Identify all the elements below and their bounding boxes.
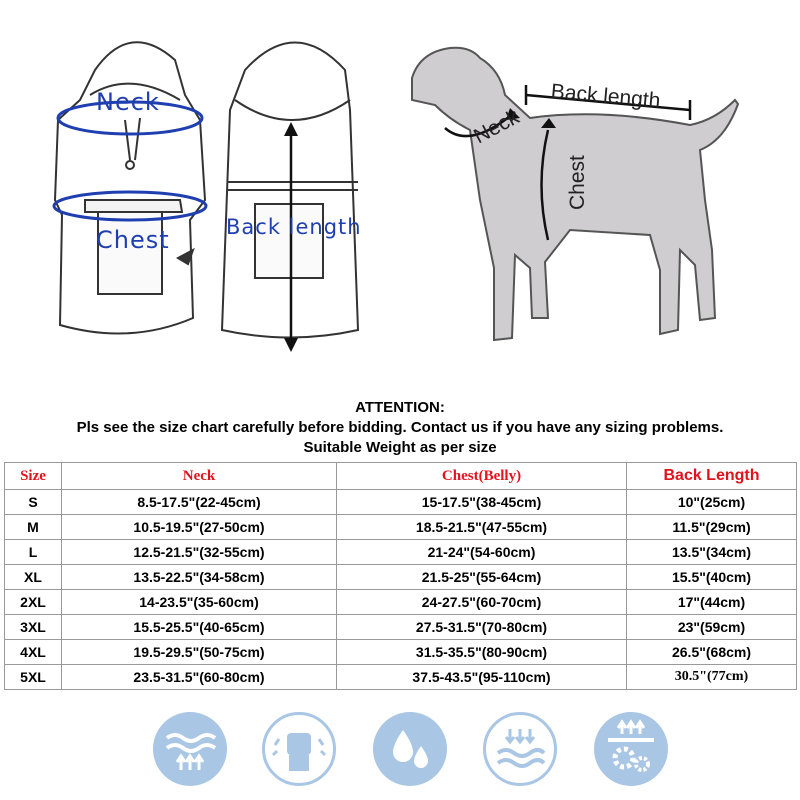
header-back-length: Back Length — [627, 463, 797, 490]
header-chest: Chest(Belly) — [337, 463, 627, 490]
size-cell: 3XL — [5, 615, 62, 640]
dog-back-length-label: Back length — [549, 80, 662, 113]
chest-cell: 15-17.5"(38-45cm) — [337, 490, 627, 515]
attention-line-1: Pls see the size chart carefully before bidding. Contact us if you have any sizing problems. — [76, 419, 724, 436]
coat-and-dog-illustration — [0, 0, 800, 390]
table-row — [5, 490, 797, 515]
dog-chest-label: Chest — [566, 155, 589, 210]
coat-front-drawing — [55, 42, 205, 333]
coat-neck-label: Neck — [96, 88, 160, 116]
waterproof-icon — [153, 712, 227, 786]
neck-cell: 13.5-22.5"(34-58cm) — [62, 565, 337, 590]
table-row — [5, 540, 797, 565]
neck-cell: 23.5-31.5"(60-80cm) — [62, 665, 337, 690]
chest-cell: 24-27.5"(60-70cm) — [337, 590, 627, 615]
durable-fabric-icon — [262, 712, 336, 786]
neck-cell: 14-23.5"(35-60cm) — [62, 590, 337, 615]
attention-notice — [0, 398, 800, 458]
back-length-cell: 23"(59cm) — [627, 615, 797, 640]
back-length-cell: 26.5"(68cm) — [627, 640, 797, 665]
chest-cell: 18.5-21.5"(47-55cm) — [337, 515, 627, 540]
size-diagram — [0, 0, 800, 390]
table-row — [5, 640, 797, 665]
size-cell: 5XL — [5, 665, 62, 690]
dog-neck-label: Neck — [470, 105, 524, 149]
table-row — [5, 515, 797, 540]
table-row — [5, 615, 797, 640]
table-row — [5, 590, 797, 615]
header-size: Size — [5, 463, 62, 490]
coat-back-length-label: Back length — [226, 215, 362, 239]
size-cell: 4XL — [5, 640, 62, 665]
size-cell: S — [5, 490, 62, 515]
table-row — [5, 565, 797, 590]
back-length-cell: 15.5"(40cm) — [627, 565, 797, 590]
chest-cell: 21-24"(54-60cm) — [337, 540, 627, 565]
size-cell: M — [5, 515, 62, 540]
neck-cell: 8.5-17.5"(22-45cm) — [62, 490, 337, 515]
chest-cell: 37.5-43.5"(95-110cm) — [337, 665, 627, 690]
table-header-row — [5, 463, 797, 490]
attention-line-2: Suitable Weight as per size — [303, 439, 497, 456]
water-drops-icon — [373, 712, 447, 786]
neck-cell: 10.5-19.5"(27-50cm) — [62, 515, 337, 540]
header-neck: Neck — [62, 463, 337, 490]
chest-cell: 31.5-35.5"(80-90cm) — [337, 640, 627, 665]
feature-icons-row — [0, 712, 800, 800]
table-row — [5, 665, 797, 690]
chest-cell: 21.5-25"(55-64cm) — [337, 565, 627, 590]
neck-cell: 12.5-21.5"(32-55cm) — [62, 540, 337, 565]
attention-title: ATTENTION: — [355, 399, 445, 416]
back-length-cell: 10"(25cm) — [627, 490, 797, 515]
size-cell: 2XL — [5, 590, 62, 615]
moisture-wicking-icon — [483, 712, 557, 786]
breathable-icon — [594, 712, 668, 786]
coat-chest-label: Chest — [96, 226, 170, 254]
neck-cell: 15.5-25.5"(40-65cm) — [62, 615, 337, 640]
back-length-cell: 17"(44cm) — [627, 590, 797, 615]
back-length-cell: 30.5"(77cm) — [627, 665, 797, 690]
size-cell: L — [5, 540, 62, 565]
back-length-cell: 11.5"(29cm) — [627, 515, 797, 540]
size-cell: XL — [5, 565, 62, 590]
neck-cell: 19.5-29.5"(50-75cm) — [62, 640, 337, 665]
size-chart-table — [4, 462, 797, 690]
back-length-cell: 13.5"(34cm) — [627, 540, 797, 565]
chest-cell: 27.5-31.5"(70-80cm) — [337, 615, 627, 640]
